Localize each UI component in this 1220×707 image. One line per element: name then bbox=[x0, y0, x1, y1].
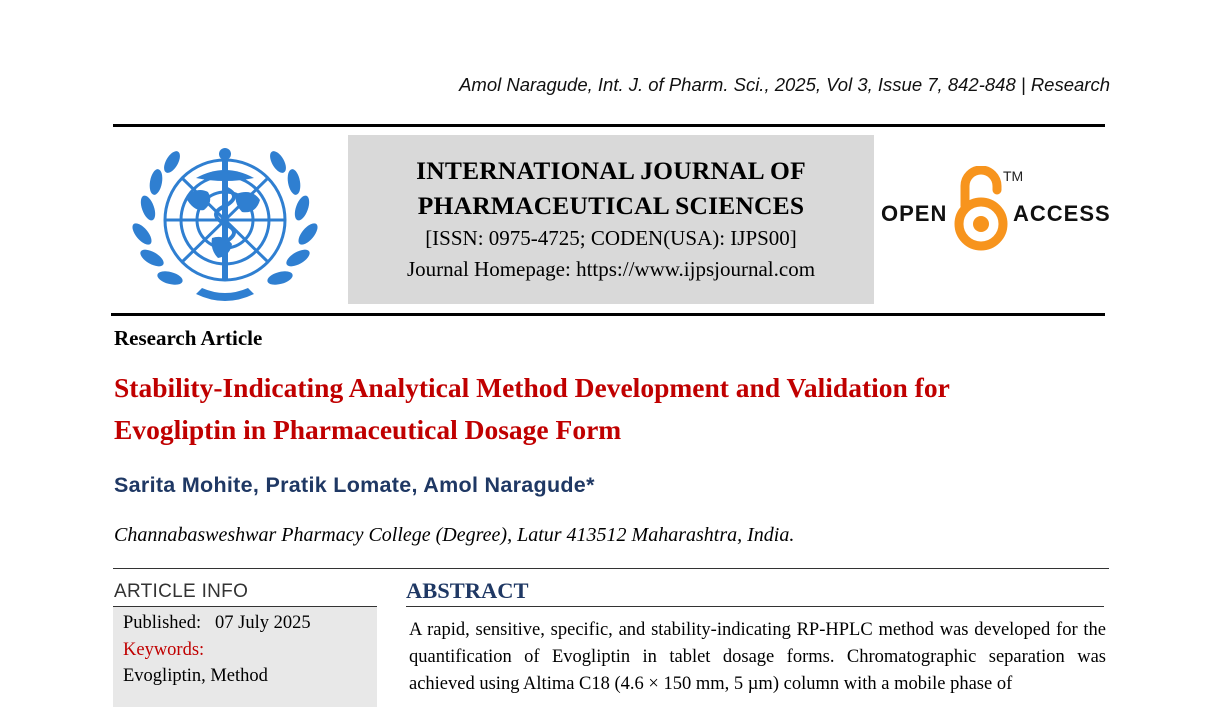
article-title-line2: Evogliptin in Pharmaceutical Dosage Form bbox=[114, 414, 622, 445]
published-date: 07 July 2025 bbox=[215, 613, 311, 633]
journal-homepage-link[interactable]: Journal Homepage: https://www.ijpsjournal.com bbox=[406, 257, 816, 281]
keywords-value: Evogliptin, Method bbox=[123, 666, 268, 686]
masthead-rule bbox=[111, 313, 1105, 316]
open-access-word-access: ACCESS bbox=[1013, 201, 1111, 226]
article-title bbox=[114, 367, 1114, 451]
section-divider bbox=[113, 568, 1109, 569]
abstract-text: A rapid, sensitive, specific, and stability-indicating RP-HPLC method was developed for the quantification of Evogliptin in tablet dosage forms. Chromatographic separation was achieved using Altima C18 (4.6 × 150 mm, 5 µm) column with a mobile phase of bbox=[409, 620, 1106, 694]
published-row bbox=[113, 610, 377, 637]
article-info-heading: ARTICLE INFO bbox=[114, 581, 249, 602]
article-type: Research Article bbox=[114, 326, 263, 350]
open-access-word-open: OPEN bbox=[881, 201, 948, 226]
author-affiliation: Channabasweshwar Pharmacy College (Degree), Latur 413512 Maharashtra, India. bbox=[114, 524, 795, 546]
open-access-lock-icon bbox=[953, 166, 1009, 252]
published-label: Published: bbox=[123, 613, 202, 633]
abstract-rule bbox=[406, 606, 1104, 607]
abstract-heading: ABSTRACT bbox=[406, 578, 529, 603]
article-info-box bbox=[113, 607, 377, 707]
trademark-symbol: TM bbox=[1003, 168, 1024, 184]
header-rule bbox=[113, 124, 1105, 127]
author-list: Sarita Mohite, Pratik Lomate, Amol Naragude* bbox=[114, 473, 595, 497]
journal-name-line1: INTERNATIONAL JOURNAL OF bbox=[416, 156, 806, 185]
keywords-label: Keywords: bbox=[123, 639, 205, 660]
journal-masthead bbox=[348, 135, 874, 304]
article-title-line1: Stability-Indicating Analytical Method Development and Validation for bbox=[114, 372, 950, 403]
journal-name-line2: PHARMACEUTICAL SCIENCES bbox=[417, 191, 805, 220]
journal-emblem-logo bbox=[126, 138, 324, 306]
issn-line: [ISSN: 0975-4725; CODEN(USA): IJPS00] bbox=[425, 226, 797, 250]
running-head: Amol Naragude, Int. J. of Pharm. Sci., 2025, Vol 3, Issue 7, 842-848 | Research bbox=[459, 74, 1110, 95]
